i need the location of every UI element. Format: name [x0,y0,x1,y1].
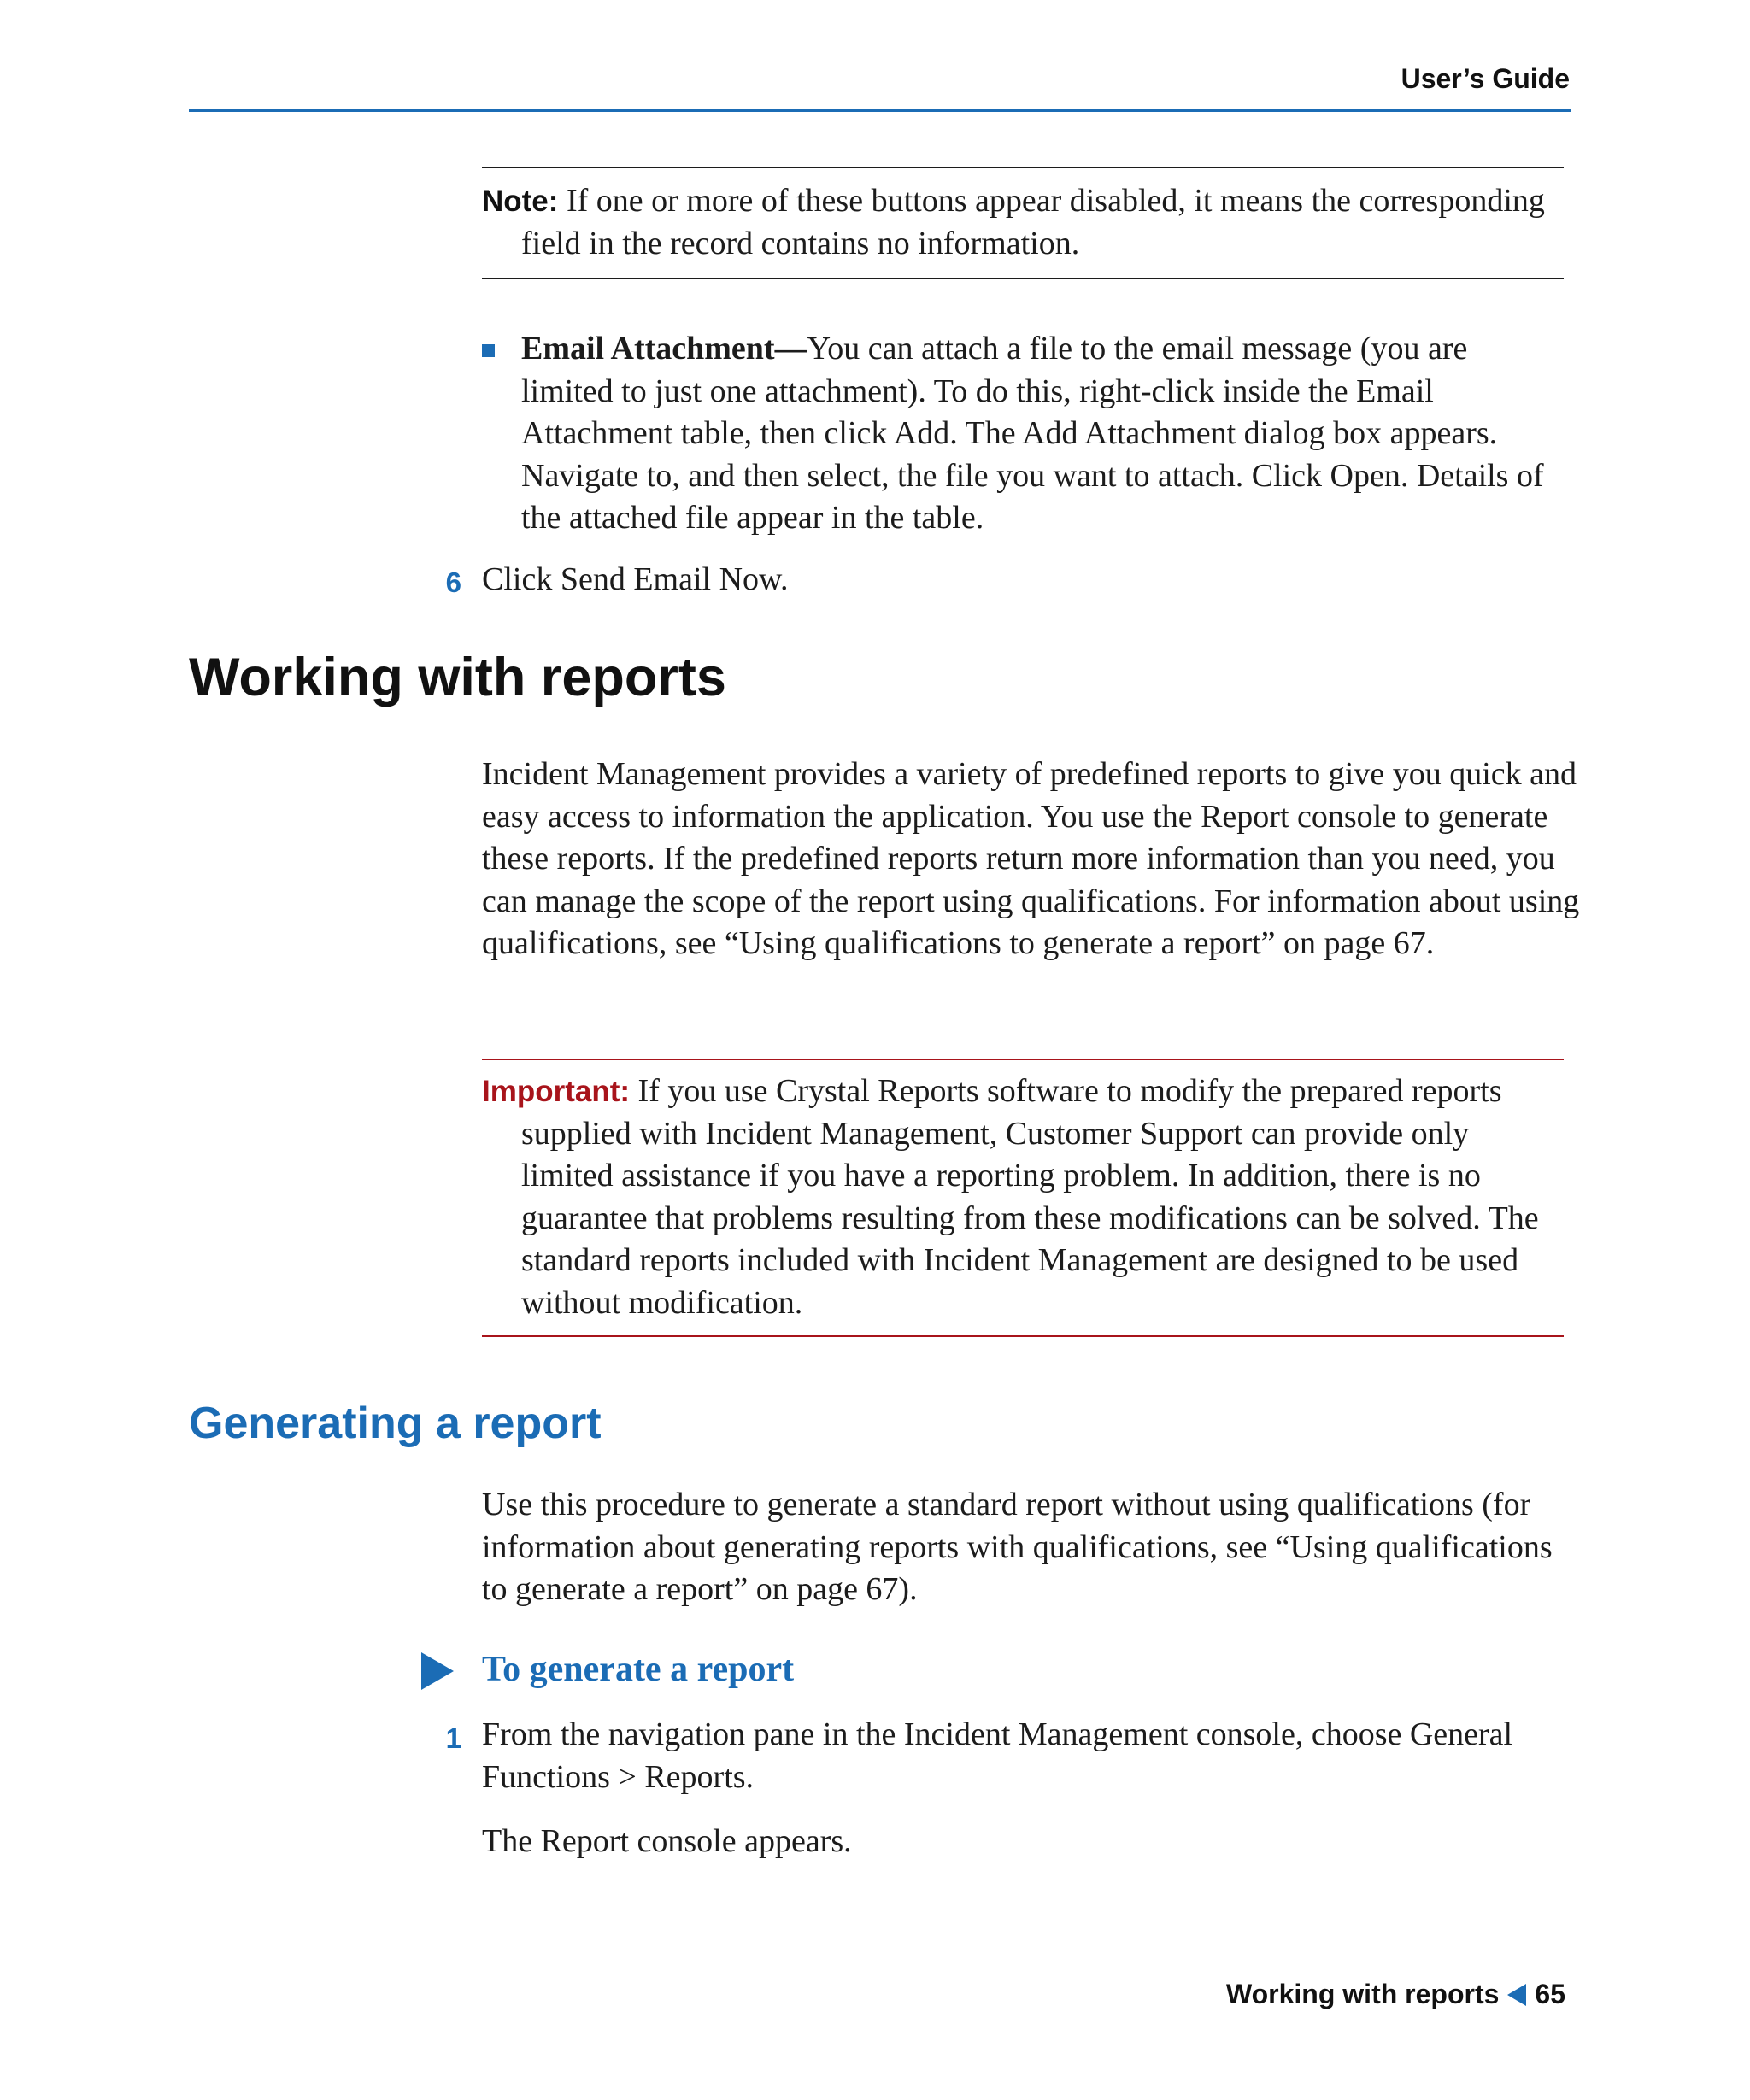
step-number: 1 [445,1722,461,1754]
bullet-paragraph [521,328,1564,540]
important-text: If you use Crystal Reports software to modify the prepared reports supplied with Incident Management, Customer Support can provide only limited assistance if you have a reporting problem. In addition, there is no guarantee that problems resulting from these modifications can be solved. The standard reports included with Incident Management are designed to be used without modification. [521,1073,1539,1321]
subsection-heading: Generating a report [189,1399,602,1448]
running-header: User’s Guide [1401,63,1570,94]
page-footer [1226,1979,1565,2010]
page-number: 65 [1535,1979,1565,2009]
subsection-intro-paragraph: Use this procedure to generate a standard report without using qualifications (for information about generating reports with qualifications, see “Using qualifications to generate a report” on page 67). [482,1487,1553,1607]
note-callout [482,167,1564,279]
bullet-term: Email Attachment [521,331,775,367]
step-text: Click Send Email Now. [482,561,789,597]
header-rule [189,109,1571,112]
important-paragraph [482,1071,1564,1324]
section-intro-paragraph: Incident Management provides a variety of predefined reports to give you quick and easy access to information the application. You use the Report console to generate these reports. If the predefined reports return more information than you need, you can manage the scope of the report using qualifications. For information about using qualifications, see “Using qualifications to generate a report” on page 67. [482,756,1580,961]
procedure-heading: To generate a report [482,1650,795,1689]
step-result-text: The Report console appears. [482,1823,852,1859]
step-number: 6 [445,566,461,598]
step-text: From the navigation pane in the Incident Management console, choose General Functions > Reports. [482,1716,1513,1795]
note-text: If one or more of these buttons appear disabled, it means the corresponding field in the record contains no information. [521,183,1545,261]
note-label: Note: [482,185,559,218]
bullet-dash: — [774,331,807,367]
bullet-text: You can attach a file to the email message (you are limited to just one attachment). To do this, right-click inside the Email Attachment table, then click Add. The Add Attachment dialog box appears. Navigate to, and then select, the file you want to attach. Click Open. Details of the attached file appear in the table. [521,331,1544,536]
note-paragraph [482,180,1564,265]
footer-section-title: Working with reports [1225,1979,1500,2009]
square-bullet-icon [482,344,495,357]
important-callout [482,1059,1564,1337]
list-item-email-attachment [482,328,1564,540]
section-heading: Working with reports [189,648,726,707]
triangle-right-icon [421,1652,454,1690]
triangle-left-icon [1507,1984,1526,2006]
important-label: Important: [482,1075,631,1108]
